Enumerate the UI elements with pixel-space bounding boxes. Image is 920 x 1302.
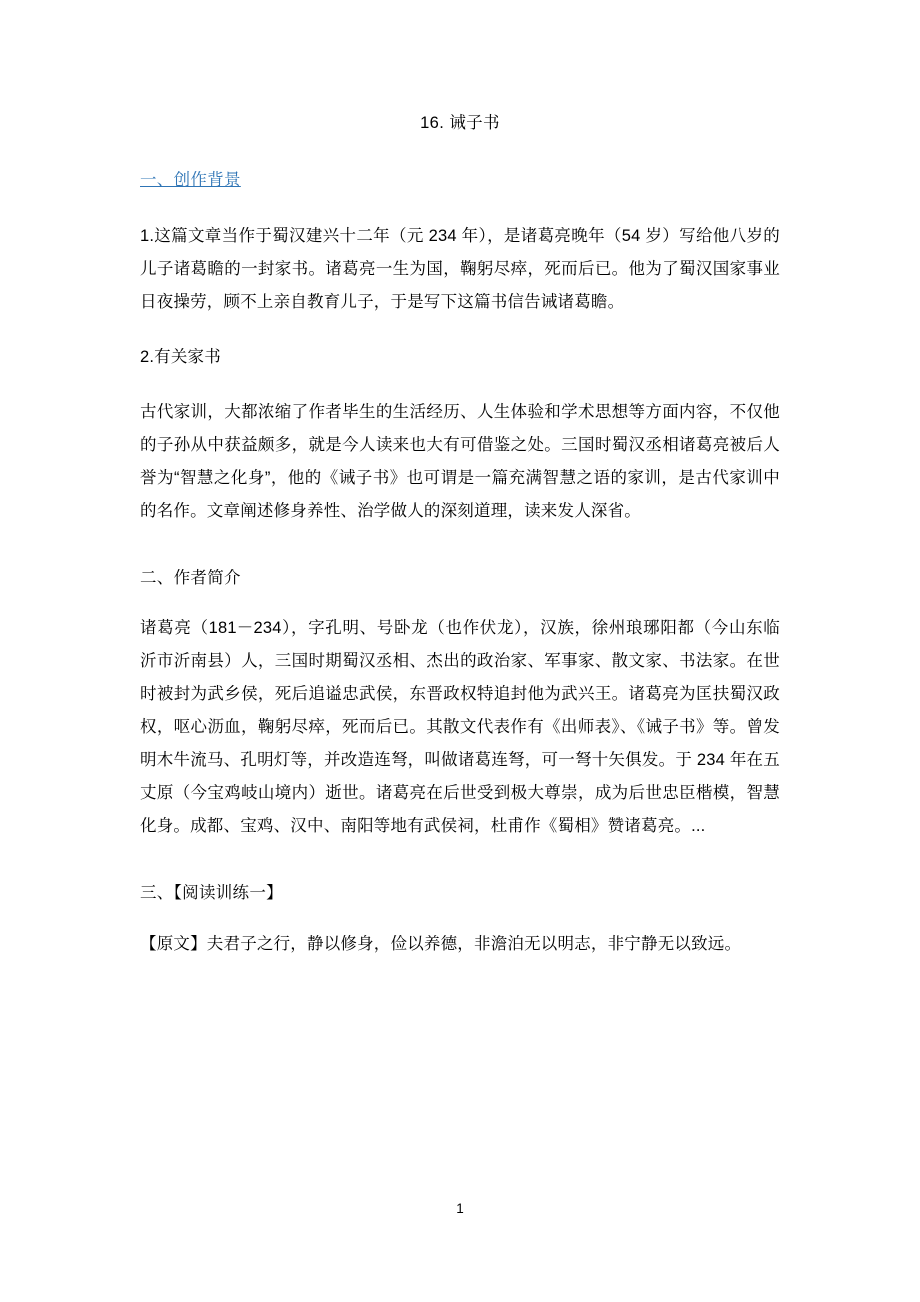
paragraph-author-intro: 诸葛亮（181－234），字孔明、号卧龙（也作伏龙），汉族，徐州琅琊阳都（今山东临沂市沂南县）人，三国时期蜀汉丞相、杰出的政治家、军事家、散文家、书法家。在世时被封为武乡侯，死后追谥忠武侯，东晋政权特追封他为武兴王。诸葛亮为匡扶蜀汉政权，呕心沥血，鞠躬尽瘁，死而后已。其散文代表作有《出师表》、《诫子书》等。曾发明木牛流马、孔明灯等，并改造连弩，叫做诸葛连弩，可一弩十矢俱发。于 234 年在五丈原（今宝鸡岐山境内）逝世。诸葛亮在后世受到极大尊崇，成为后世忠臣楷模，智慧化身。成都、宝鸡、汉中、南阳等地有武侯祠，杜甫作《蜀相》赞诸葛亮。... [140, 619, 780, 836]
paragraph-original-text: 【原文】夫君子之行，静以修身，俭以养德，非澹泊无以明志，非宁静无以致远。 [140, 934, 742, 953]
section-heading-creation-background[interactable]: 一、创作背景 [140, 171, 241, 190]
section-heading-author-intro: 二、作者简介 [140, 569, 241, 588]
page-number: 1 [456, 1201, 464, 1216]
section-spacer-2 [140, 865, 780, 879]
paragraph-background-2-heading: 2.有关家书 [140, 348, 221, 367]
section-spacer [140, 550, 780, 564]
page-title: 16. 诫子书 [420, 114, 500, 132]
section-heading-reading-training: 三、【阅读训练一】 [140, 884, 283, 903]
paragraph-background-3: 古代家训，大都浓缩了作者毕生的生活经历、人生体验和学术思想等方面内容，不仅他的子孙从中获益颇多，就是今人读来也大有可借鉴之处。三国时蜀汉丞相诸葛亮被后人誉为“智慧之化身”，他的《诫子书》也可谓是一篇充满智慧之语的家训，是古代家训中的名作。文章阐述修身养性、治学做人的深刻道理，读来发人深省。 [140, 403, 780, 521]
paragraph-background-1: 1.这篇文章当作于蜀汉建兴十二年（元 234 年），是诸葛亮晚年（54 岁）写给他八岁的儿子诸葛瞻的一封家书。诸葛亮一生为国，鞠躬尽瘁，死而后已。他为了蜀汉国家事业日夜操劳，顾不上亲自教育儿子，于是写下这篇书信告诫诸葛瞻。 [140, 227, 780, 312]
